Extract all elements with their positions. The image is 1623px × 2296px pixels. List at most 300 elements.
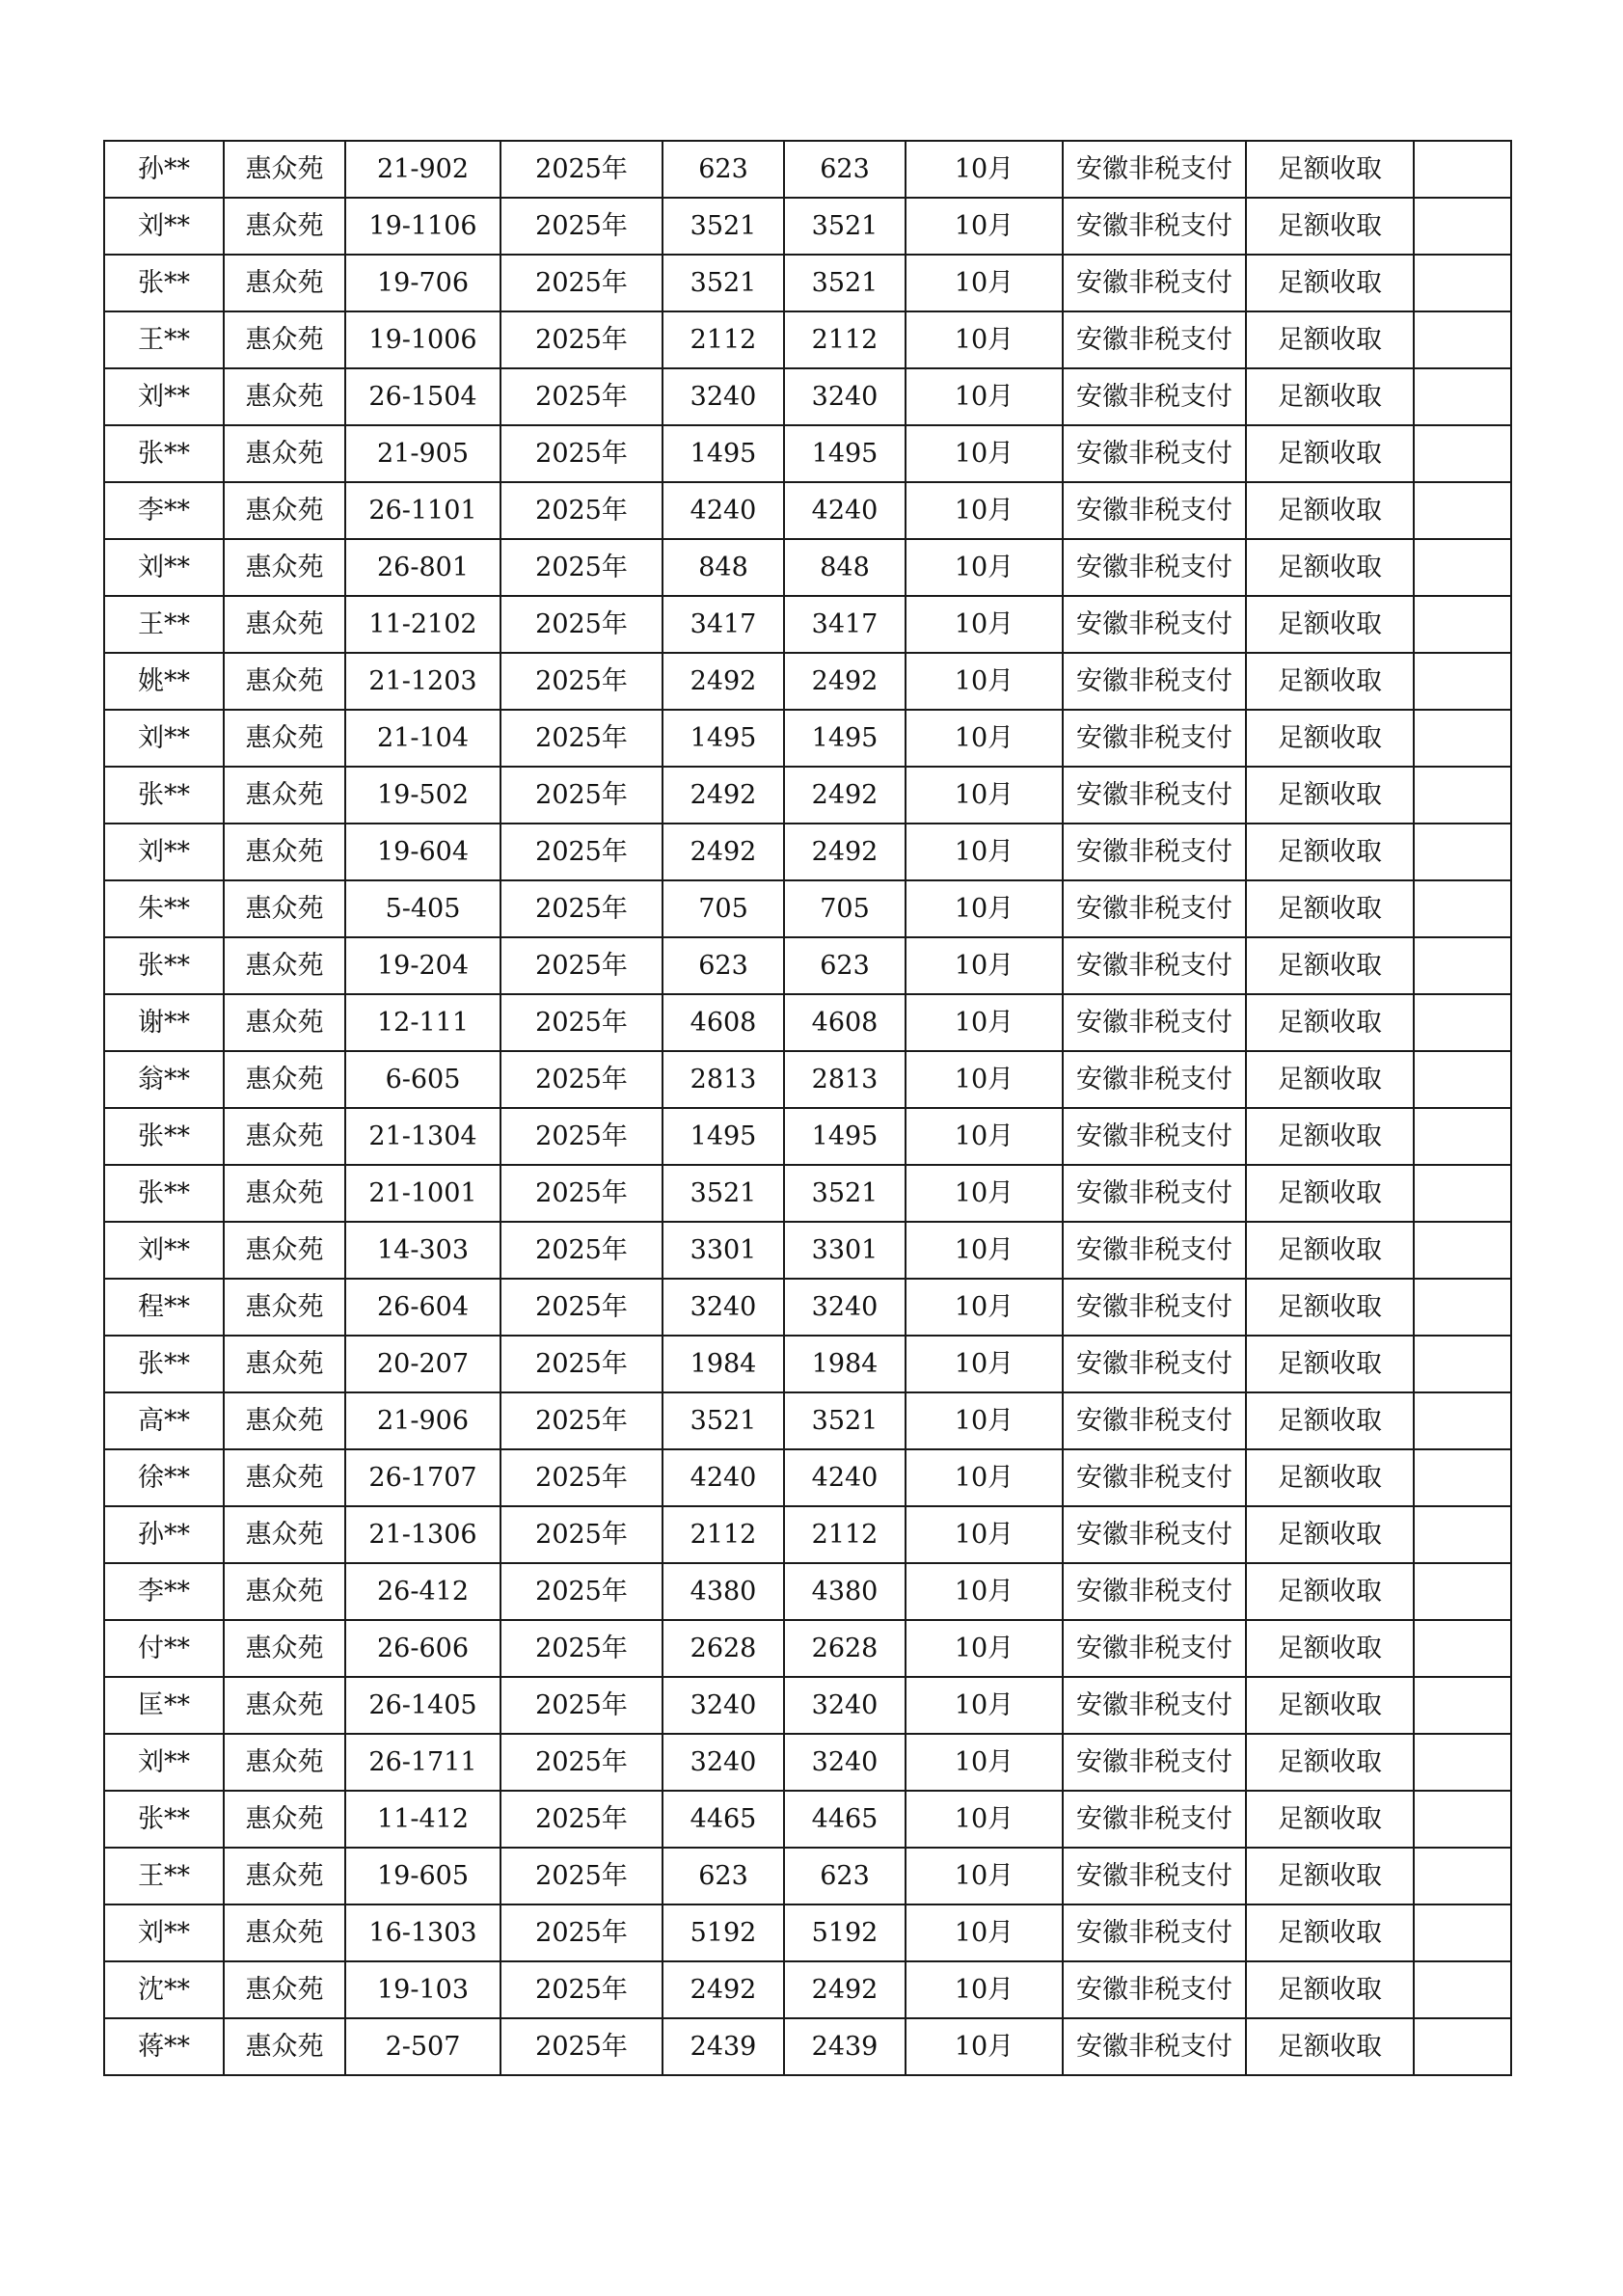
amount-paid-cell: 4240 xyxy=(784,482,906,539)
month-cell: 10月 xyxy=(906,1506,1063,1563)
amount-due-cell: 2492 xyxy=(663,767,784,824)
payment-method-cell: 安徽非税支付 xyxy=(1063,1392,1246,1449)
unit-cell: 12-111 xyxy=(345,994,500,1051)
table-row xyxy=(104,1961,1511,2018)
year-cell: 2025年 xyxy=(500,1506,663,1563)
name-cell: 付** xyxy=(104,1620,224,1677)
collection-status-cell: 足额收取 xyxy=(1246,1620,1414,1677)
year-cell: 2025年 xyxy=(500,482,663,539)
year-cell: 2025年 xyxy=(500,1108,663,1165)
remark-cell xyxy=(1414,2018,1511,2075)
unit-cell: 19-103 xyxy=(345,1961,500,2018)
amount-paid-cell: 2112 xyxy=(784,1506,906,1563)
name-cell: 沈** xyxy=(104,1961,224,2018)
month-cell: 10月 xyxy=(906,653,1063,710)
amount-paid-cell: 1984 xyxy=(784,1336,906,1392)
name-cell: 李** xyxy=(104,482,224,539)
month-cell: 10月 xyxy=(906,994,1063,1051)
community-cell: 惠众苑 xyxy=(224,1108,345,1165)
name-cell: 王** xyxy=(104,596,224,653)
name-cell: 朱** xyxy=(104,880,224,937)
amount-paid-cell: 3521 xyxy=(784,1392,906,1449)
amount-paid-cell: 2492 xyxy=(784,767,906,824)
amount-paid-cell: 4465 xyxy=(784,1791,906,1848)
month-cell: 10月 xyxy=(906,1165,1063,1222)
payment-method-cell: 安徽非税支付 xyxy=(1063,425,1246,482)
remark-cell xyxy=(1414,141,1511,198)
month-cell: 10月 xyxy=(906,1449,1063,1506)
remark-cell xyxy=(1414,596,1511,653)
amount-paid-cell: 2628 xyxy=(784,1620,906,1677)
year-cell: 2025年 xyxy=(500,1222,663,1279)
amount-due-cell: 3301 xyxy=(663,1222,784,1279)
collection-status-cell: 足额收取 xyxy=(1246,2018,1414,2075)
amount-paid-cell: 3240 xyxy=(784,1279,906,1336)
amount-due-cell: 3240 xyxy=(663,1734,784,1791)
month-cell: 10月 xyxy=(906,1677,1063,1734)
community-cell: 惠众苑 xyxy=(224,994,345,1051)
name-cell: 刘** xyxy=(104,539,224,596)
amount-paid-cell: 623 xyxy=(784,937,906,994)
name-cell: 刘** xyxy=(104,710,224,767)
unit-cell: 21-104 xyxy=(345,710,500,767)
remark-cell xyxy=(1414,1620,1511,1677)
unit-cell: 26-604 xyxy=(345,1279,500,1336)
table-row xyxy=(104,937,1511,994)
amount-due-cell: 4240 xyxy=(663,1449,784,1506)
amount-due-cell: 2112 xyxy=(663,1506,784,1563)
name-cell: 刘** xyxy=(104,1222,224,1279)
table-row xyxy=(104,1222,1511,1279)
community-cell: 惠众苑 xyxy=(224,1904,345,1961)
collection-status-cell: 足额收取 xyxy=(1246,1961,1414,2018)
community-cell: 惠众苑 xyxy=(224,198,345,255)
remark-cell xyxy=(1414,710,1511,767)
year-cell: 2025年 xyxy=(500,425,663,482)
month-cell: 10月 xyxy=(906,1620,1063,1677)
collection-status-cell: 足额收取 xyxy=(1246,1677,1414,1734)
year-cell: 2025年 xyxy=(500,596,663,653)
name-cell: 姚** xyxy=(104,653,224,710)
community-cell: 惠众苑 xyxy=(224,1449,345,1506)
month-cell: 10月 xyxy=(906,824,1063,880)
remark-cell xyxy=(1414,824,1511,880)
amount-paid-cell: 2439 xyxy=(784,2018,906,2075)
community-cell: 惠众苑 xyxy=(224,1506,345,1563)
amount-due-cell: 2112 xyxy=(663,311,784,368)
name-cell: 张** xyxy=(104,255,224,311)
year-cell: 2025年 xyxy=(500,1165,663,1222)
remark-cell xyxy=(1414,311,1511,368)
unit-cell: 11-2102 xyxy=(345,596,500,653)
payment-method-cell: 安徽非税支付 xyxy=(1063,596,1246,653)
amount-paid-cell: 2492 xyxy=(784,653,906,710)
amount-due-cell: 2439 xyxy=(663,2018,784,2075)
name-cell: 张** xyxy=(104,1165,224,1222)
name-cell: 张** xyxy=(104,937,224,994)
month-cell: 10月 xyxy=(906,311,1063,368)
table-row xyxy=(104,994,1511,1051)
year-cell: 2025年 xyxy=(500,1791,663,1848)
table-row xyxy=(104,710,1511,767)
year-cell: 2025年 xyxy=(500,1677,663,1734)
amount-due-cell: 623 xyxy=(663,141,784,198)
year-cell: 2025年 xyxy=(500,1904,663,1961)
month-cell: 10月 xyxy=(906,1051,1063,1108)
amount-due-cell: 3521 xyxy=(663,1392,784,1449)
amount-due-cell: 1495 xyxy=(663,1108,784,1165)
community-cell: 惠众苑 xyxy=(224,1279,345,1336)
payment-method-cell: 安徽非税支付 xyxy=(1063,994,1246,1051)
unit-cell: 5-405 xyxy=(345,880,500,937)
month-cell: 10月 xyxy=(906,198,1063,255)
amount-paid-cell: 3521 xyxy=(784,255,906,311)
community-cell: 惠众苑 xyxy=(224,710,345,767)
unit-cell: 26-801 xyxy=(345,539,500,596)
unit-cell: 26-1504 xyxy=(345,368,500,425)
month-cell: 10月 xyxy=(906,1108,1063,1165)
community-cell: 惠众苑 xyxy=(224,368,345,425)
month-cell: 10月 xyxy=(906,368,1063,425)
year-cell: 2025年 xyxy=(500,1392,663,1449)
unit-cell: 26-1405 xyxy=(345,1677,500,1734)
collection-status-cell: 足额收取 xyxy=(1246,141,1414,198)
table-row xyxy=(104,767,1511,824)
remark-cell xyxy=(1414,539,1511,596)
amount-due-cell: 5192 xyxy=(663,1904,784,1961)
year-cell: 2025年 xyxy=(500,198,663,255)
table-row xyxy=(104,1392,1511,1449)
remark-cell xyxy=(1414,1392,1511,1449)
year-cell: 2025年 xyxy=(500,1449,663,1506)
unit-cell: 26-1101 xyxy=(345,482,500,539)
remark-cell xyxy=(1414,1904,1511,1961)
month-cell: 10月 xyxy=(906,1392,1063,1449)
collection-status-cell: 足额收取 xyxy=(1246,1506,1414,1563)
amount-due-cell: 623 xyxy=(663,1848,784,1904)
collection-status-cell: 足额收取 xyxy=(1246,824,1414,880)
payment-method-cell: 安徽非税支付 xyxy=(1063,1222,1246,1279)
name-cell: 张** xyxy=(104,1336,224,1392)
name-cell: 徐** xyxy=(104,1449,224,1506)
amount-paid-cell: 3301 xyxy=(784,1222,906,1279)
table-row xyxy=(104,1279,1511,1336)
collection-status-cell: 足额收取 xyxy=(1246,311,1414,368)
remark-cell xyxy=(1414,1449,1511,1506)
unit-cell: 19-1006 xyxy=(345,311,500,368)
name-cell: 蒋** xyxy=(104,2018,224,2075)
month-cell: 10月 xyxy=(906,880,1063,937)
community-cell: 惠众苑 xyxy=(224,1051,345,1108)
table-row xyxy=(104,1791,1511,1848)
table-row xyxy=(104,368,1511,425)
unit-cell: 26-1711 xyxy=(345,1734,500,1791)
unit-cell: 21-902 xyxy=(345,141,500,198)
collection-status-cell: 足额收取 xyxy=(1246,1449,1414,1506)
amount-paid-cell: 3521 xyxy=(784,198,906,255)
year-cell: 2025年 xyxy=(500,937,663,994)
year-cell: 2025年 xyxy=(500,368,663,425)
community-cell: 惠众苑 xyxy=(224,1848,345,1904)
collection-status-cell: 足额收取 xyxy=(1246,653,1414,710)
collection-status-cell: 足额收取 xyxy=(1246,1336,1414,1392)
payment-method-cell: 安徽非税支付 xyxy=(1063,1734,1246,1791)
unit-cell: 19-502 xyxy=(345,767,500,824)
unit-cell: 20-207 xyxy=(345,1336,500,1392)
year-cell: 2025年 xyxy=(500,1563,663,1620)
month-cell: 10月 xyxy=(906,596,1063,653)
table-row xyxy=(104,1563,1511,1620)
name-cell: 张** xyxy=(104,1108,224,1165)
payment-method-cell: 安徽非税支付 xyxy=(1063,1620,1246,1677)
community-cell: 惠众苑 xyxy=(224,255,345,311)
amount-paid-cell: 1495 xyxy=(784,425,906,482)
unit-cell: 21-1203 xyxy=(345,653,500,710)
amount-paid-cell: 3240 xyxy=(784,1734,906,1791)
collection-status-cell: 足额收取 xyxy=(1246,1734,1414,1791)
amount-due-cell: 3521 xyxy=(663,255,784,311)
payment-method-cell: 安徽非税支付 xyxy=(1063,1506,1246,1563)
remark-cell xyxy=(1414,937,1511,994)
remark-cell xyxy=(1414,482,1511,539)
collection-status-cell: 足额收取 xyxy=(1246,596,1414,653)
year-cell: 2025年 xyxy=(500,1336,663,1392)
table-row xyxy=(104,2018,1511,2075)
name-cell: 刘** xyxy=(104,1734,224,1791)
year-cell: 2025年 xyxy=(500,767,663,824)
year-cell: 2025年 xyxy=(500,1961,663,2018)
month-cell: 10月 xyxy=(906,1336,1063,1392)
amount-paid-cell: 623 xyxy=(784,1848,906,1904)
payment-method-cell: 安徽非税支付 xyxy=(1063,311,1246,368)
amount-paid-cell: 3240 xyxy=(784,1677,906,1734)
unit-cell: 26-606 xyxy=(345,1620,500,1677)
year-cell: 2025年 xyxy=(500,994,663,1051)
table-row xyxy=(104,1506,1511,1563)
payment-method-cell: 安徽非税支付 xyxy=(1063,198,1246,255)
community-cell: 惠众苑 xyxy=(224,1563,345,1620)
remark-cell xyxy=(1414,255,1511,311)
month-cell: 10月 xyxy=(906,1961,1063,2018)
community-cell: 惠众苑 xyxy=(224,1677,345,1734)
payment-method-cell: 安徽非税支付 xyxy=(1063,1051,1246,1108)
unit-cell: 19-604 xyxy=(345,824,500,880)
table-row xyxy=(104,596,1511,653)
month-cell: 10月 xyxy=(906,1904,1063,1961)
amount-due-cell: 4465 xyxy=(663,1791,784,1848)
community-cell: 惠众苑 xyxy=(224,1791,345,1848)
community-cell: 惠众苑 xyxy=(224,1961,345,2018)
name-cell: 翁** xyxy=(104,1051,224,1108)
community-cell: 惠众苑 xyxy=(224,1222,345,1279)
community-cell: 惠众苑 xyxy=(224,1165,345,1222)
payment-method-cell: 安徽非税支付 xyxy=(1063,1108,1246,1165)
remark-cell xyxy=(1414,1791,1511,1848)
community-cell: 惠众苑 xyxy=(224,880,345,937)
amount-paid-cell: 2112 xyxy=(784,311,906,368)
month-cell: 10月 xyxy=(906,1734,1063,1791)
name-cell: 孙** xyxy=(104,141,224,198)
unit-cell: 21-1001 xyxy=(345,1165,500,1222)
unit-cell: 26-412 xyxy=(345,1563,500,1620)
name-cell: 张** xyxy=(104,1791,224,1848)
name-cell: 李** xyxy=(104,1563,224,1620)
table-row xyxy=(104,824,1511,880)
table-row xyxy=(104,425,1511,482)
remark-cell xyxy=(1414,880,1511,937)
remark-cell xyxy=(1414,1506,1511,1563)
year-cell: 2025年 xyxy=(500,1620,663,1677)
payment-method-cell: 安徽非税支付 xyxy=(1063,482,1246,539)
year-cell: 2025年 xyxy=(500,1848,663,1904)
year-cell: 2025年 xyxy=(500,1051,663,1108)
amount-due-cell: 1495 xyxy=(663,425,784,482)
amount-due-cell: 705 xyxy=(663,880,784,937)
table-row xyxy=(104,1734,1511,1791)
table-row xyxy=(104,141,1511,198)
remark-cell xyxy=(1414,1051,1511,1108)
amount-paid-cell: 705 xyxy=(784,880,906,937)
collection-status-cell: 足额收取 xyxy=(1246,1563,1414,1620)
unit-cell: 11-412 xyxy=(345,1791,500,1848)
table-row xyxy=(104,311,1511,368)
community-cell: 惠众苑 xyxy=(224,937,345,994)
collection-status-cell: 足额收取 xyxy=(1246,425,1414,482)
amount-due-cell: 3417 xyxy=(663,596,784,653)
unit-cell: 19-605 xyxy=(345,1848,500,1904)
table-row xyxy=(104,1165,1511,1222)
payment-method-cell: 安徽非税支付 xyxy=(1063,1961,1246,2018)
month-cell: 10月 xyxy=(906,482,1063,539)
collection-status-cell: 足额收取 xyxy=(1246,880,1414,937)
remark-cell xyxy=(1414,1563,1511,1620)
remark-cell xyxy=(1414,1165,1511,1222)
unit-cell: 19-706 xyxy=(345,255,500,311)
amount-paid-cell: 623 xyxy=(784,141,906,198)
name-cell: 刘** xyxy=(104,1904,224,1961)
collection-status-cell: 足额收取 xyxy=(1246,255,1414,311)
year-cell: 2025年 xyxy=(500,539,663,596)
payment-record-table xyxy=(103,140,1512,2076)
name-cell: 张** xyxy=(104,425,224,482)
amount-due-cell: 3240 xyxy=(663,368,784,425)
remark-cell xyxy=(1414,1677,1511,1734)
year-cell: 2025年 xyxy=(500,311,663,368)
collection-status-cell: 足额收取 xyxy=(1246,539,1414,596)
collection-status-cell: 足额收取 xyxy=(1246,1848,1414,1904)
amount-due-cell: 2628 xyxy=(663,1620,784,1677)
remark-cell xyxy=(1414,653,1511,710)
amount-paid-cell: 848 xyxy=(784,539,906,596)
month-cell: 10月 xyxy=(906,937,1063,994)
year-cell: 2025年 xyxy=(500,1279,663,1336)
payment-method-cell: 安徽非税支付 xyxy=(1063,539,1246,596)
remark-cell xyxy=(1414,1222,1511,1279)
year-cell: 2025年 xyxy=(500,653,663,710)
year-cell: 2025年 xyxy=(500,710,663,767)
collection-status-cell: 足额收取 xyxy=(1246,1051,1414,1108)
amount-due-cell: 4240 xyxy=(663,482,784,539)
amount-due-cell: 3240 xyxy=(663,1677,784,1734)
amount-paid-cell: 3417 xyxy=(784,596,906,653)
payment-method-cell: 安徽非税支付 xyxy=(1063,368,1246,425)
amount-due-cell: 848 xyxy=(663,539,784,596)
month-cell: 10月 xyxy=(906,1563,1063,1620)
unit-cell: 16-1303 xyxy=(345,1904,500,1961)
amount-paid-cell: 4240 xyxy=(784,1449,906,1506)
collection-status-cell: 足额收取 xyxy=(1246,1108,1414,1165)
table-row xyxy=(104,1904,1511,1961)
table-row xyxy=(104,482,1511,539)
table-row xyxy=(104,198,1511,255)
name-cell: 程** xyxy=(104,1279,224,1336)
collection-status-cell: 足额收取 xyxy=(1246,994,1414,1051)
amount-paid-cell: 1495 xyxy=(784,710,906,767)
month-cell: 10月 xyxy=(906,1222,1063,1279)
community-cell: 惠众苑 xyxy=(224,1336,345,1392)
remark-cell xyxy=(1414,368,1511,425)
unit-cell: 21-905 xyxy=(345,425,500,482)
payment-method-cell: 安徽非税支付 xyxy=(1063,1904,1246,1961)
payment-method-cell: 安徽非税支付 xyxy=(1063,141,1246,198)
amount-paid-cell: 3521 xyxy=(784,1165,906,1222)
month-cell: 10月 xyxy=(906,2018,1063,2075)
community-cell: 惠众苑 xyxy=(224,425,345,482)
amount-due-cell: 3521 xyxy=(663,198,784,255)
community-cell: 惠众苑 xyxy=(224,1734,345,1791)
table-row xyxy=(104,1449,1511,1506)
remark-cell xyxy=(1414,1108,1511,1165)
amount-paid-cell: 3240 xyxy=(784,368,906,425)
name-cell: 王** xyxy=(104,1848,224,1904)
table-row xyxy=(104,880,1511,937)
name-cell: 匡** xyxy=(104,1677,224,1734)
collection-status-cell: 足额收取 xyxy=(1246,368,1414,425)
unit-cell: 21-1306 xyxy=(345,1506,500,1563)
month-cell: 10月 xyxy=(906,425,1063,482)
unit-cell: 21-906 xyxy=(345,1392,500,1449)
year-cell: 2025年 xyxy=(500,880,663,937)
month-cell: 10月 xyxy=(906,710,1063,767)
community-cell: 惠众苑 xyxy=(224,311,345,368)
month-cell: 10月 xyxy=(906,1848,1063,1904)
amount-due-cell: 2492 xyxy=(663,653,784,710)
amount-due-cell: 3521 xyxy=(663,1165,784,1222)
community-cell: 惠众苑 xyxy=(224,767,345,824)
payment-method-cell: 安徽非税支付 xyxy=(1063,937,1246,994)
table-row xyxy=(104,1108,1511,1165)
collection-status-cell: 足额收取 xyxy=(1246,198,1414,255)
name-cell: 孙** xyxy=(104,1506,224,1563)
community-cell: 惠众苑 xyxy=(224,596,345,653)
collection-status-cell: 足额收取 xyxy=(1246,767,1414,824)
amount-due-cell: 623 xyxy=(663,937,784,994)
amount-paid-cell: 2813 xyxy=(784,1051,906,1108)
year-cell: 2025年 xyxy=(500,2018,663,2075)
community-cell: 惠众苑 xyxy=(224,824,345,880)
payment-method-cell: 安徽非税支付 xyxy=(1063,1848,1246,1904)
collection-status-cell: 足额收取 xyxy=(1246,1222,1414,1279)
amount-due-cell: 4380 xyxy=(663,1563,784,1620)
table-row xyxy=(104,653,1511,710)
collection-status-cell: 足额收取 xyxy=(1246,1791,1414,1848)
amount-due-cell: 2492 xyxy=(663,824,784,880)
name-cell: 刘** xyxy=(104,824,224,880)
payment-method-cell: 安徽非税支付 xyxy=(1063,1791,1246,1848)
remark-cell xyxy=(1414,1848,1511,1904)
collection-status-cell: 足额收取 xyxy=(1246,1904,1414,1961)
payment-method-cell: 安徽非税支付 xyxy=(1063,255,1246,311)
